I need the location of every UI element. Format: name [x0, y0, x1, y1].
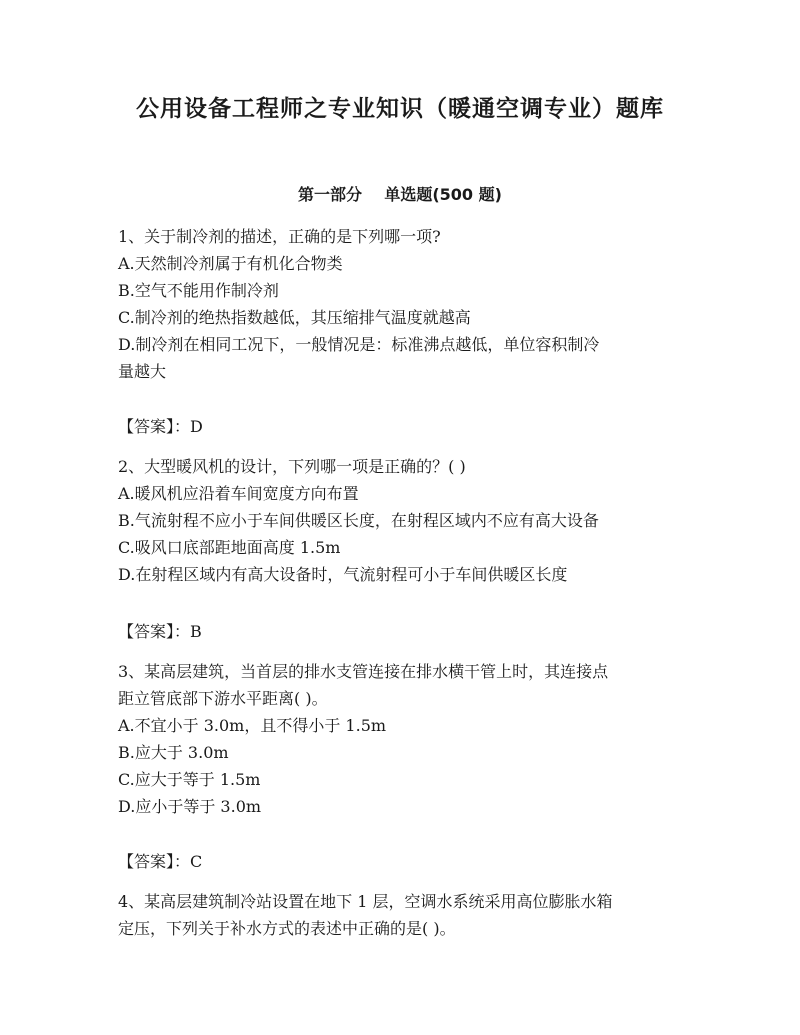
question-3-option-b: B.应大于 3.0m	[118, 743, 229, 762]
question-1-option-c: C.制冷剂的绝热指数越低，其压缩排气温度就越高	[118, 308, 471, 327]
question-3-option-a: A.不宜小于 3.0m，且不得小于 1.5m	[118, 716, 387, 735]
question-2	[118, 453, 698, 588]
question-3-stem: 3、某高层建筑，当首层的排水支管连接在排水横干管上时，其连接点	[118, 662, 609, 681]
question-3-answer	[118, 850, 202, 874]
question-1-answer	[118, 415, 203, 439]
question-2-option-b: B.气流射程不应小于车间供暖区长度，在射程区域内不应有高大设备	[118, 511, 599, 530]
question-1-option-d: D.制冷剂在相同工况下，一般情况是：标准沸点越低，单位容积制冷	[118, 335, 600, 354]
question-4-stem: 4、某高层建筑制冷站设置在地下 1 层，空调水系统采用高位膨胀水箱	[118, 892, 613, 911]
question-4-stem-continued: 定压，下列关于补水方式的表述中正确的是( )。	[118, 919, 456, 938]
document-title: 公用设备工程师之专业知识（暖通空调专业）题库	[136, 96, 664, 122]
question-1	[118, 223, 698, 385]
answer-label: 【答案】：	[118, 417, 191, 436]
question-3-option-d: D.应小于等于 3.0m	[118, 797, 262, 816]
answer-label: 【答案】：	[118, 852, 191, 871]
question-3-stem-continued: 距立管底部下游水平距离( )。	[118, 689, 328, 708]
question-1-stem: 1、关于制冷剂的描述，正确的是下列哪一项?	[118, 227, 441, 246]
question-2-option-d: D.在射程区域内有高大设备时，气流射程可小于车间供暖区长度	[118, 565, 568, 584]
question-3	[118, 658, 698, 820]
question-4	[118, 888, 698, 942]
question-2-stem: 2、大型暖风机的设计，下列哪一项是正确的？( )	[118, 457, 466, 476]
answer-label: 【答案】：	[118, 622, 191, 641]
question-1-option-b: B.空气不能用作制冷剂	[118, 281, 279, 300]
question-1-option-d-continued: 量越大	[118, 362, 167, 381]
question-3-option-c: C.应大于等于 1.5m	[118, 770, 261, 789]
answer-value: C	[190, 852, 203, 871]
question-2-answer	[118, 620, 202, 644]
question-2-option-c: C.吸风口底部距地面高度 1.5m	[118, 538, 341, 557]
answer-value: D	[190, 417, 203, 436]
question-2-option-a: A.暖风机应沿着车间宽度方向布置	[118, 484, 359, 503]
answer-value: B	[190, 622, 202, 641]
section-heading: 第一部分 单选题(500 题)	[298, 185, 502, 204]
question-1-option-a: A.天然制冷剂属于有机化合物类	[118, 254, 343, 273]
